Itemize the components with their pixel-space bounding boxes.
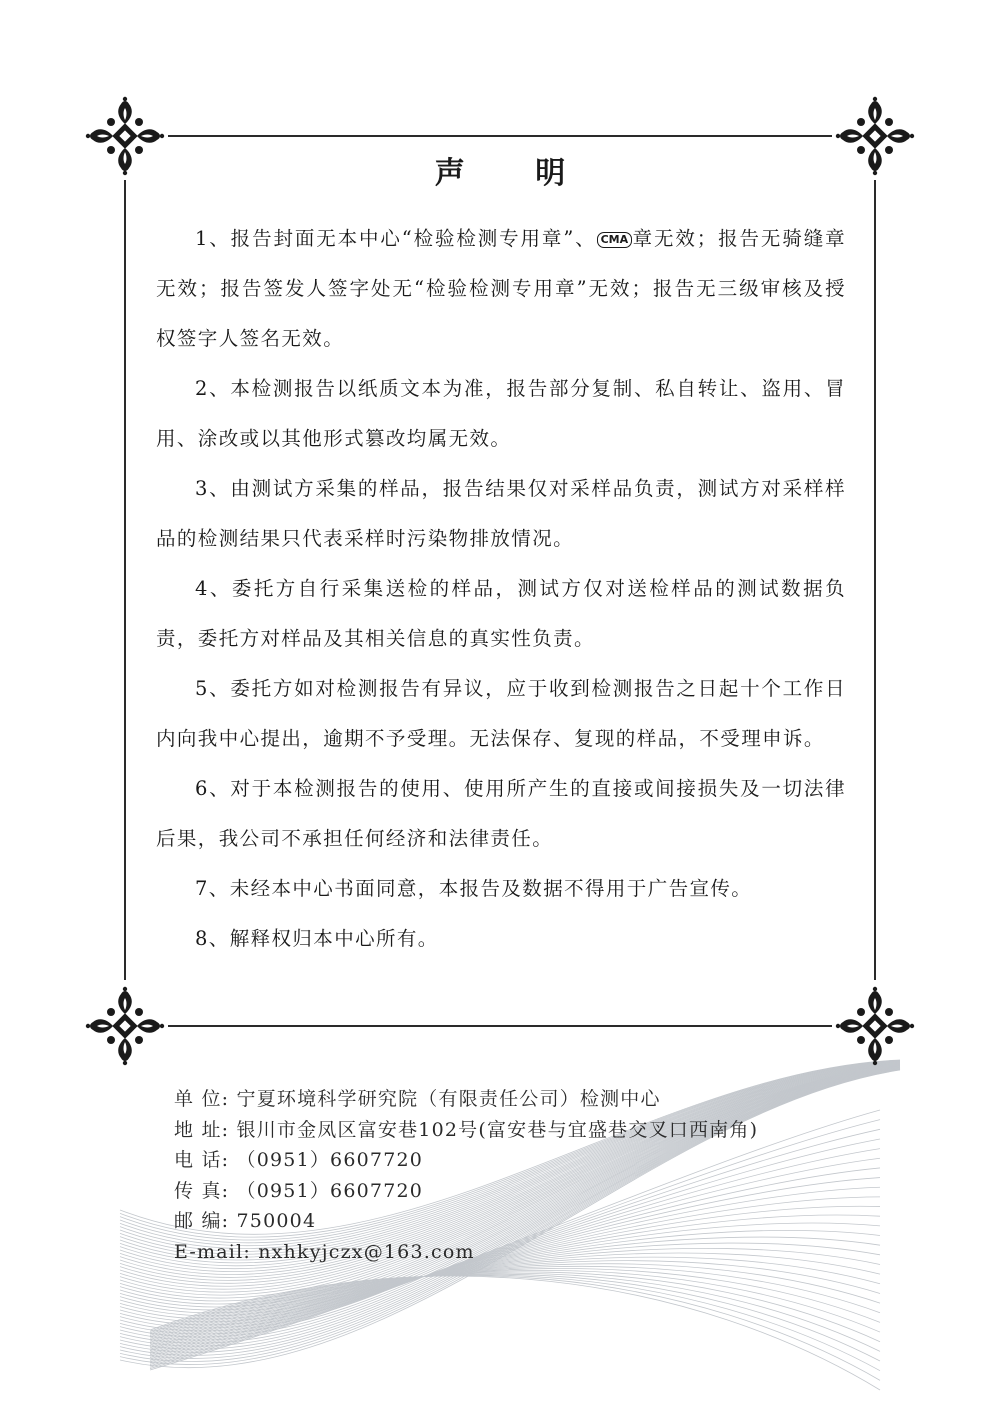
contact-label: 地 址: xyxy=(174,1118,230,1141)
contact-label: E-mail: xyxy=(174,1240,251,1263)
contact-value: 银川市金凤区富安巷102号(富安巷与宜盛巷交叉口西南角) xyxy=(236,1118,759,1141)
frame-top-line xyxy=(168,135,832,137)
corner-ornament-icon xyxy=(835,986,915,1066)
contact-label: 单 位: xyxy=(174,1088,230,1110)
contact-value: 750004 xyxy=(236,1210,317,1232)
frame-left-line xyxy=(124,180,126,980)
statement-clause-4: 4、委托方自行采集送检的样品，测试方仅对送检样品的测试数据负责，委托方对样品及其相关信息的真实性负责。 xyxy=(156,577,846,650)
clause-text: 章无效；报告无骑缝章无效；报告签发人签字处无“检验检测专用章”无效；报告无三级审核及授权签字人签名无效。 xyxy=(156,227,846,350)
contact-value[interactable]: nxhkyjczx@163.com xyxy=(258,1240,475,1263)
clause-text: 1、报告封面无本中心“检验检测专用章”、 xyxy=(195,227,597,250)
corner-ornament-icon xyxy=(85,986,165,1066)
contact-unit xyxy=(174,1084,854,1115)
statement-body xyxy=(156,214,846,964)
contact-postcode xyxy=(174,1206,854,1237)
statement-clause-1 xyxy=(156,214,846,364)
contact-value: （0951）6607720 xyxy=(236,1179,424,1202)
contact-value: 宁夏环境科学研究院（有限责任公司）检测中心 xyxy=(236,1088,661,1110)
contact-address xyxy=(174,1115,854,1146)
page-title: 声 明 xyxy=(434,156,596,191)
statement-clause-5: 5、委托方如对检测报告有异议，应于收到检测报告之日起十个工作日内向我中心提出，逾期不予受理。无法保存、复现的样品，不受理申诉。 xyxy=(156,677,846,750)
contact-value: （0951）6607720 xyxy=(236,1149,424,1171)
statement-clause-7: 7、未经本中心书面同意，本报告及数据不得用于广告宣传。 xyxy=(195,877,753,900)
statement-clause-3: 3、由测试方采集的样品，报告结果仅对采样品负责，测试方对采样样品的检测结果只代表采样时污染物排放情况。 xyxy=(156,477,846,550)
frame-right-line xyxy=(874,180,876,980)
frame-bottom-line xyxy=(168,1025,832,1027)
contact-email xyxy=(174,1237,854,1268)
contact-label: 传 真: xyxy=(174,1179,230,1202)
statement-clause-2: 2、本检测报告以纸质文本为准，报告部分复制、私自转让、盗用、冒用、涂改或以其他形式篡改均属无效。 xyxy=(156,377,846,450)
statement-clause-6: 6、对于本检测报告的使用、使用所产生的直接或间接损失及一切法律后果，我公司不承担任何经济和法律责任。 xyxy=(156,777,846,850)
contact-label: 电 话: xyxy=(174,1149,230,1171)
statement-clause-8: 8、解释权归本中心所有。 xyxy=(195,927,439,950)
contact-fax xyxy=(174,1176,854,1207)
contact-label: 邮 编: xyxy=(174,1210,230,1232)
contact-info xyxy=(174,1084,854,1267)
cma-mark: CMA xyxy=(597,232,633,248)
contact-phone xyxy=(174,1145,854,1176)
